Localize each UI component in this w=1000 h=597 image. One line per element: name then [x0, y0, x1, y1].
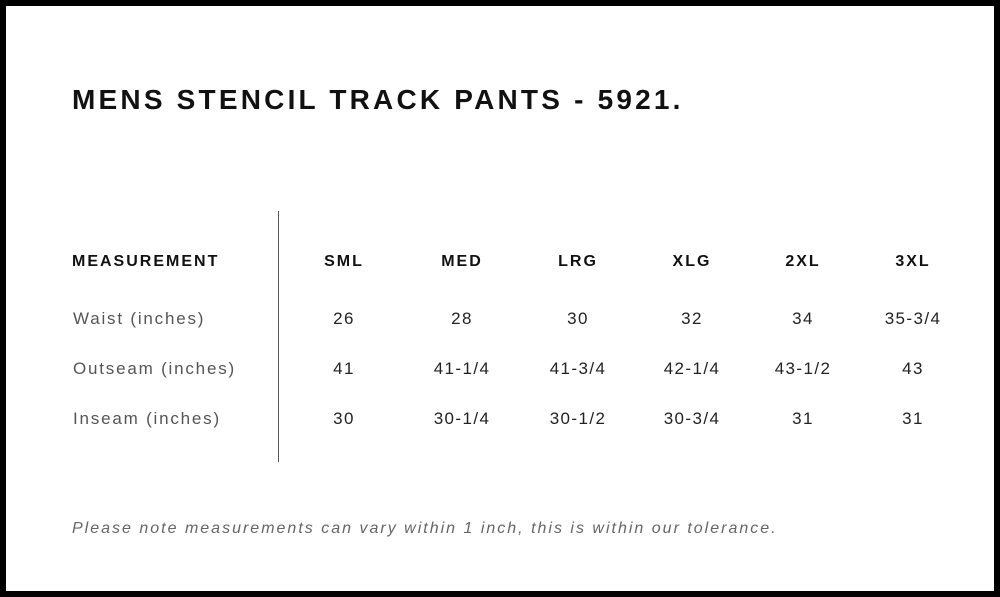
table-cell: 42-1/4: [663, 359, 721, 378]
table-cell: 41-1/4: [433, 359, 491, 378]
table-cell: 43: [902, 359, 924, 378]
table-cell: 31: [792, 409, 814, 428]
page-title: MENS STENCIL TRACK PANTS - 5921.: [72, 84, 684, 115]
table-cell: 30-1/4: [433, 409, 491, 428]
size-header-med: MED: [441, 253, 483, 270]
table-cell: 30: [567, 309, 589, 328]
table-cell: 35-3/4: [884, 309, 942, 328]
table-cell: 30: [333, 409, 355, 428]
table-cell: 32: [681, 309, 703, 328]
measurement-header: MEASUREMENT: [72, 253, 220, 270]
size-header-sml: SML: [324, 253, 364, 270]
row-label-waist: Waist (inches): [73, 309, 206, 328]
size-header-2xl: 2XL: [785, 253, 821, 270]
table-cell: 26: [333, 309, 355, 328]
column-divider: [278, 211, 279, 462]
tolerance-note: Please note measurements can vary within 1 inch, this is within our tolerance.: [72, 520, 778, 537]
size-header-3xl: 3XL: [895, 253, 931, 270]
table-cell: 31: [902, 409, 924, 428]
table-cell: 41-3/4: [549, 359, 607, 378]
row-label-outseam: Outseam (inches): [73, 359, 236, 378]
size-header-xlg: XLG: [672, 253, 712, 270]
table-cell: 28: [451, 309, 473, 328]
size-header-lrg: LRG: [558, 253, 598, 270]
table-cell: 30-1/2: [549, 409, 607, 428]
row-label-inseam: Inseam (inches): [73, 409, 221, 428]
table-cell: 30-3/4: [663, 409, 721, 428]
table-cell: 34: [792, 309, 814, 328]
table-cell: 43-1/2: [774, 359, 832, 378]
table-cell: 41: [333, 359, 355, 378]
